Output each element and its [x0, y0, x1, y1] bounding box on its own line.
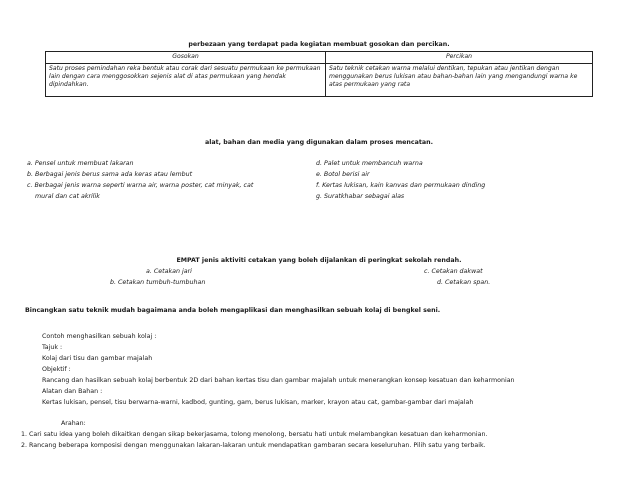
- activity-b: b. Cetakan tumbuh-tumbuhan: [110, 279, 206, 286]
- materials-right-list: [316, 160, 616, 204]
- table-row: [46, 64, 593, 97]
- list-item: c. Berbagai jenis warna seperti warna air, warna poster, cat minyak, cat: [27, 182, 254, 189]
- kolaj-line: Alatan dan Bahan :: [42, 388, 103, 395]
- comparison-title: perbezaan yang terdapat pada kegiatan membuat gosokan dan percikan.: [188, 41, 450, 48]
- kolaj-line: Kertas lukisan, pensel, tisu berwarna-warni, kadbod, gunting, gam, berus lukisan, marker, krayon atau cat, gambar-gambar dari majalah: [42, 399, 474, 406]
- kolaj-line: Tajuk :: [42, 344, 63, 351]
- table-header-row: [46, 52, 593, 64]
- kolaj-body: [42, 333, 632, 410]
- activity-a: a. Cetakan jari: [146, 268, 192, 275]
- header-gosokan: Gosokan: [46, 52, 326, 64]
- kolaj-line: Rancang dan hasilkan sebuah kolaj berbentuk 2D dari bahan kertas tisu dan gambar majalah untuk menerangkan konsep kesatuan dan keharmonian: [42, 377, 515, 384]
- cell-gosokan: Satu proses pemindahan reka bentuk atau corak dari sesuatu permukaan ke permukaan lain dengan cara menggosokkan sejenis alat di atas permukaan yang hendak dipindahkan.: [46, 64, 326, 97]
- list-item: 2. Rancang beberapa komposisi dengan menggunakan lakaran-lakaran untuk mendapatkan gambaran secara keseluruhan. Pilih satu yang terbaik.: [21, 442, 486, 449]
- kolaj-line: Kolaj dari tisu dan gambar majalah: [42, 355, 153, 362]
- list-item: b. Berbagai jenis berus sama ada keras atau lembut: [27, 171, 193, 178]
- kolaj-line: Objektif :: [42, 366, 71, 373]
- activity-d: d. Cetakan span.: [437, 279, 491, 286]
- arahan-label: Arahan:: [61, 420, 86, 427]
- list-item: d. Palet untuk membancuh warna: [316, 160, 423, 167]
- list-item: a. Pensel untuk membuat lakaran: [27, 160, 134, 167]
- comparison-table: [45, 51, 593, 97]
- materials-title: alat, bahan dan media yang digunakan dalam proses mencatan.: [204, 139, 434, 146]
- activity-c: c. Cetakan dakwat: [424, 268, 483, 275]
- cell-percikan: Satu teknik cetakan warna melalui dentikan, tepukan atau jentikan dengan menggunakan berus lukisan atau bahan-bahan lain yang mengandungi warna ke atas permukaan yang rata: [326, 64, 593, 97]
- list-item: e. Botol berisi air: [316, 171, 370, 178]
- list-item: f. Kertas lukisan, kain kanvas dan permukaan dinding: [316, 182, 486, 189]
- steps-list: [21, 431, 633, 453]
- list-item: 1. Cari satu idea yang boleh dikaitkan dengan sikap bekerjasama, tolong menolong, bersatu hati untuk melambangkan kesatuan dan keharmonian.: [21, 431, 488, 438]
- list-item: mural dan cat akrilik: [35, 193, 100, 200]
- activities-title: EMPAT jenis aktiviti cetakan yang boleh dijalankan di peringkat sekolah rendah.: [176, 257, 462, 264]
- list-item: g. Suratkhabar sebagai alas: [316, 193, 405, 200]
- materials-left-list: [27, 160, 327, 204]
- kolaj-line: Contoh menghasilkan sebuah kolaj :: [42, 333, 157, 340]
- kolaj-heading: Bincangkan satu teknik mudah bagaimana anda boleh mengaplikasi dan menghasilkan sebuah kolaj di bengkel seni.: [25, 307, 441, 314]
- header-percikan: Percikan: [326, 52, 593, 64]
